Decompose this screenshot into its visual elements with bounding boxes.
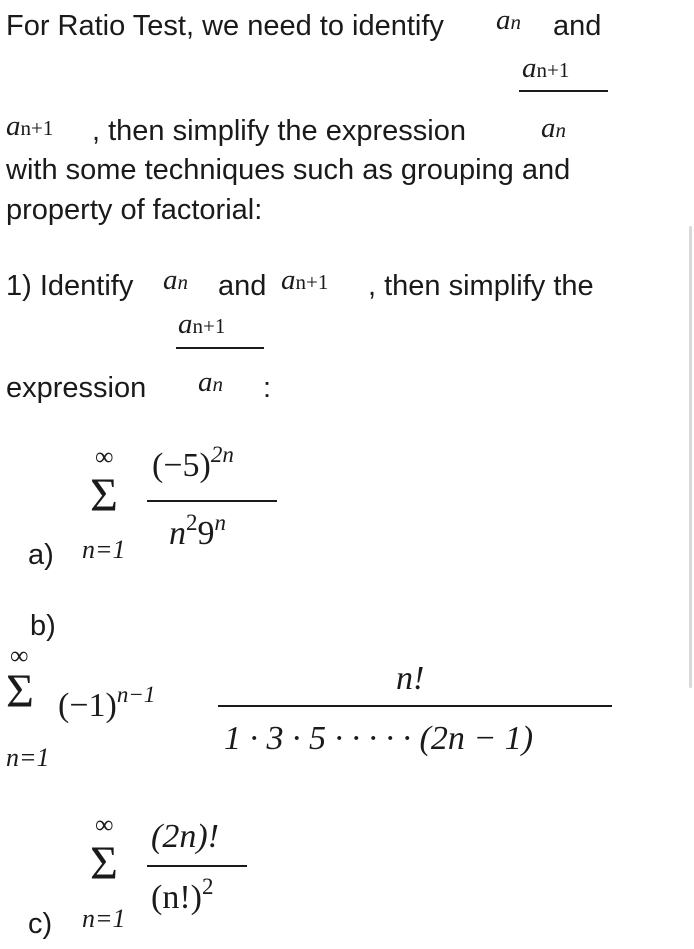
- fraction-bar: [147, 865, 247, 867]
- fraction-bar: [176, 347, 264, 349]
- denominator: $(n!)^2$: [151, 874, 214, 916]
- math-a-n: an: [163, 264, 188, 296]
- fraction-numerator-a-n-plus-1: an+1: [178, 308, 226, 340]
- sum-lower-index: n=1: [82, 904, 126, 933]
- summation-sign: Σ: [90, 469, 118, 522]
- alternating-factor: $(-1)^{n-1}$: [58, 682, 156, 724]
- fraction-bar: [519, 90, 608, 92]
- math-a-n: an: [496, 4, 521, 36]
- sum-lower-index: n=1: [6, 743, 50, 772]
- fraction-denominator-a-n: an: [541, 112, 566, 144]
- summation-sign: Σ: [6, 665, 34, 718]
- fraction-denominator-a-n: an: [198, 366, 223, 398]
- step-1-expression: expression: [6, 372, 147, 404]
- sum-upper-infinity: ∞: [95, 810, 114, 839]
- fraction-bar: [218, 705, 612, 707]
- summation-sign: Σ: [90, 837, 118, 890]
- step-1-suffix: , then simplify the: [368, 270, 594, 302]
- intro-and: and: [553, 10, 602, 42]
- math-a-n-plus-1: an+1: [281, 264, 329, 296]
- scrollbar[interactable]: [689, 226, 692, 688]
- numerator: (2n)!: [151, 818, 219, 855]
- denominator: 1 · 3 · 5 · · · · · (2n − 1): [224, 720, 534, 757]
- intro-line-3: with some techniques such as grouping and: [6, 154, 571, 186]
- intro-line-4: property of factorial:: [6, 194, 263, 226]
- fraction-bar: [147, 500, 277, 502]
- denominator: $n^29^n$: [169, 510, 226, 552]
- fraction-numerator-a-n-plus-1: an+1: [522, 52, 570, 84]
- intro-line-2: , then simplify the expression: [92, 115, 466, 147]
- step-1-and: and: [218, 270, 267, 302]
- numerator: n!: [396, 660, 425, 697]
- series-a-label: a): [28, 539, 54, 571]
- series-c-label: c): [28, 908, 53, 940]
- sum-upper-infinity: ∞: [10, 641, 29, 670]
- numerator: $(-5)^{2n}$: [152, 442, 234, 484]
- step-1-prefix: 1) Identify: [6, 270, 134, 302]
- sum-upper-infinity: ∞: [95, 442, 114, 471]
- series-b-label: b): [30, 610, 56, 642]
- math-a-n-plus-1: an+1: [6, 110, 54, 142]
- intro-line-1: For Ratio Test, we need to identify: [6, 10, 444, 42]
- sum-lower-index: n=1: [82, 535, 126, 564]
- step-1-colon: :: [263, 372, 272, 404]
